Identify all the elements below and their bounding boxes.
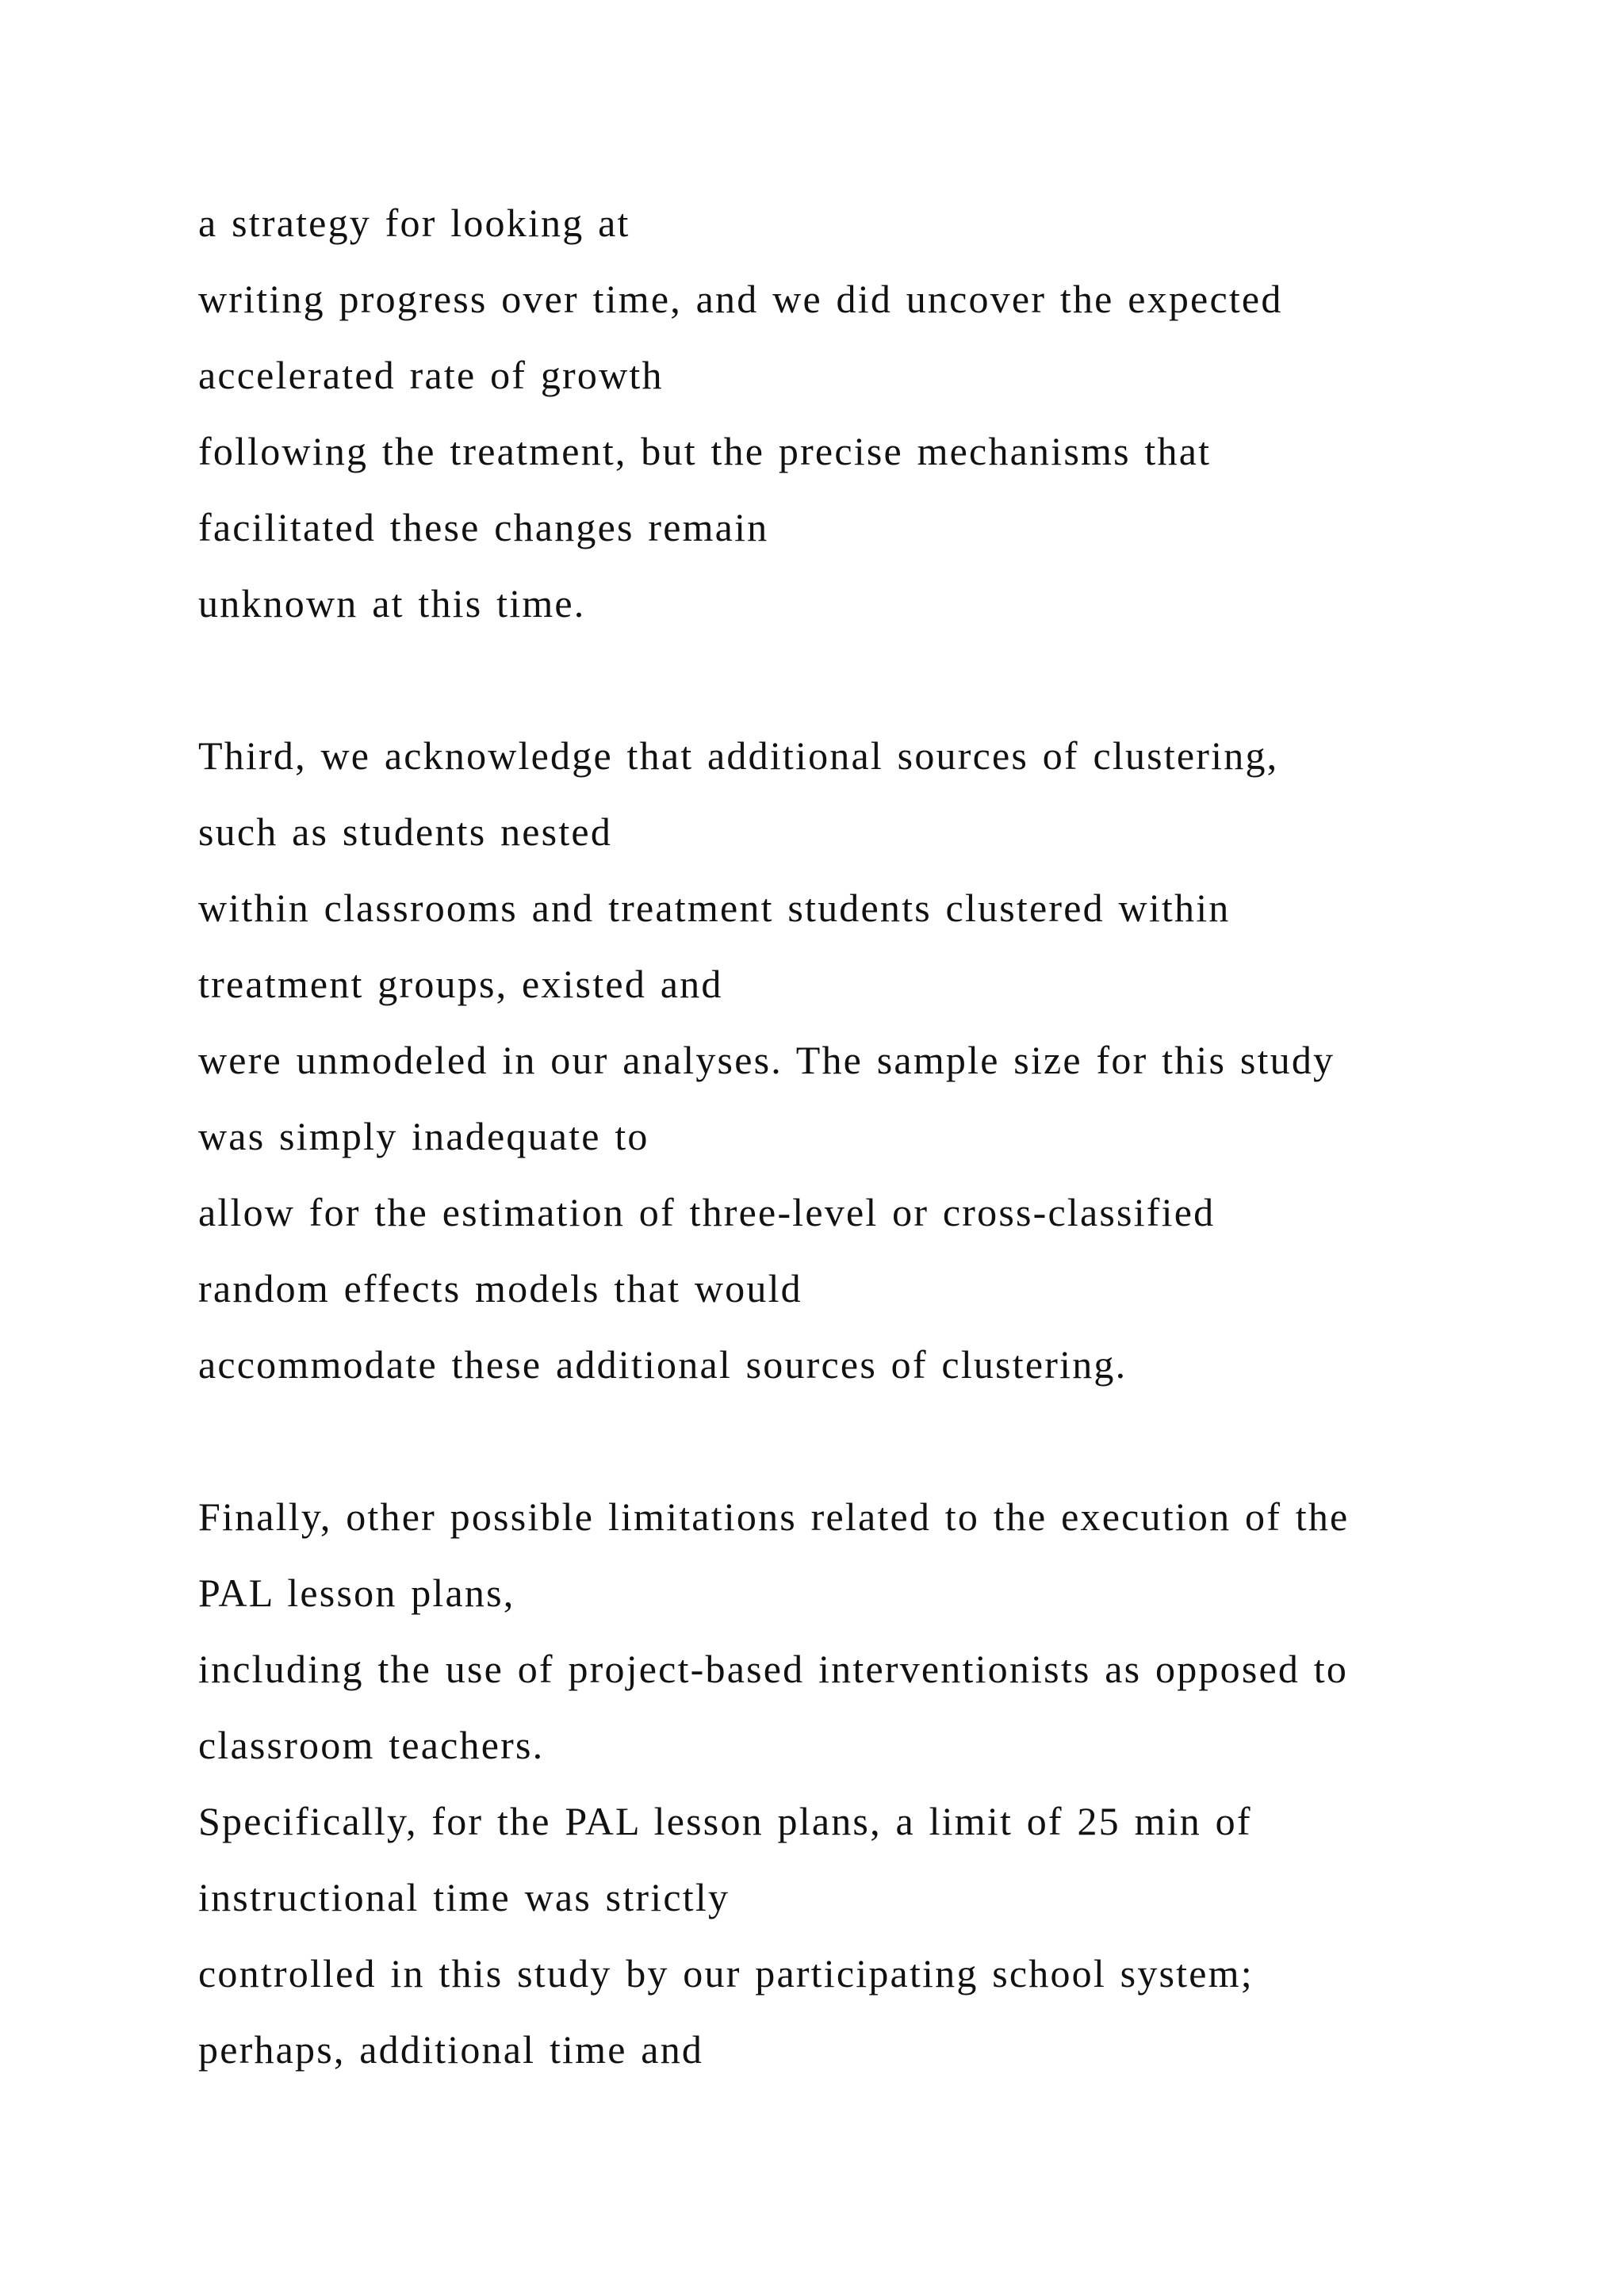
text-line: PAL lesson plans,	[198, 1571, 515, 1615]
text-line: including the use of project-based interventionists as opposed to	[198, 1647, 1349, 1691]
text-line: controlled in this study by our participating school system;	[198, 1951, 1254, 1996]
text-line: allow for the estimation of three-level or cross-classified	[198, 1190, 1216, 1234]
text-line: classroom teachers.	[198, 1723, 545, 1767]
text-line: were unmodeled in our analyses. The sample size for this study	[198, 1038, 1335, 1082]
text-line: random effects models that would	[198, 1266, 802, 1311]
text-line: within classrooms and treatment students clustered within	[198, 886, 1231, 930]
text-line: treatment groups, existed and	[198, 962, 723, 1006]
text-line: instructional time was strictly	[198, 1875, 730, 1919]
text-line: a strategy for looking at	[198, 201, 630, 245]
text-line: unknown at this time.	[198, 581, 586, 626]
text-line: Third, we acknowledge that additional sources of clustering,	[198, 733, 1279, 778]
document-body	[198, 185, 1546, 2087]
paragraph-spacer	[198, 641, 1546, 718]
paragraph-1	[198, 185, 1546, 641]
text-line: accelerated rate of growth	[198, 353, 664, 397]
text-line: perhaps, additional time and	[198, 2027, 704, 2072]
text-line: following the treatment, but the precise mechanisms that	[198, 429, 1212, 473]
text-line: Specifically, for the PAL lesson plans, a limit of 25 min of	[198, 1799, 1252, 1843]
text-line: accommodate these additional sources of clustering.	[198, 1342, 1128, 1387]
text-line: writing progress over time, and we did uncover the expected	[198, 277, 1283, 321]
text-line: such as students nested	[198, 809, 613, 854]
text-line: facilitated these changes remain	[198, 505, 769, 549]
text-line: was simply inadequate to	[198, 1114, 649, 1158]
paragraph-3	[198, 1479, 1546, 2087]
paragraph-spacer	[198, 1402, 1546, 1479]
paragraph-2	[198, 718, 1546, 1402]
text-line: Finally, other possible limitations related to the execution of the	[198, 1494, 1350, 1539]
